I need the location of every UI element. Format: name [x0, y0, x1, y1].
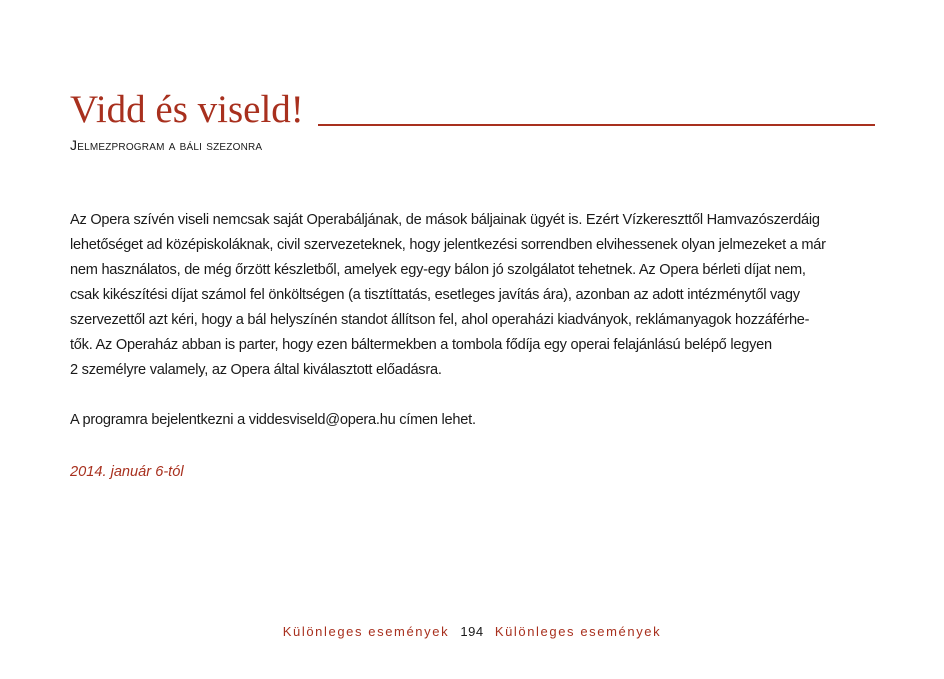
title-row	[70, 88, 875, 132]
page-title: Vidd és viseld!	[70, 88, 304, 131]
event-date: 2014. január 6-tól	[70, 464, 184, 480]
paragraph-description	[70, 208, 876, 383]
text-line: szervezettől azt kéri, hogy a bál helyszínén standot állítson fel, ahol operaházi kiadványok, reklámanyagok hozzáférhe-	[70, 312, 810, 328]
article-body	[70, 208, 876, 433]
footer-section-right: Különleges események	[494, 624, 662, 639]
footer-section-left: Különleges események	[282, 624, 450, 639]
text-line: Az Opera szívén viseli nemcsak saját Operabáljának, de mások báljainak ügyét is. Ezért Vízkereszttől Hamvazószerdáig	[70, 212, 820, 228]
page-number: 194	[460, 624, 484, 639]
page-subtitle: Jelmezprogram a báli szezonra	[70, 137, 263, 153]
text-line: lehetőséget ad középiskoláknak, civil szervezeteknek, hogy jelentkezési sorrendben elvihessenek olyan jelmezeket a már	[70, 237, 826, 253]
page-footer	[0, 624, 944, 639]
text-line: 2 személyre valamely, az Opera által kiválasztott előadásra.	[70, 362, 442, 378]
paragraph-gap	[70, 383, 876, 408]
paragraph-registration: A programra bejelentkezni a viddesviseld@opera.hu címen lehet.	[70, 412, 476, 428]
text-line: tők. Az Operaház abban is parter, hogy ezen báltermekben a tombola fődíja egy operai felajánlású belépő legyen	[70, 337, 772, 353]
text-line: nem használatos, de még őrzött készletből, amelyek egy-egy bálon jó szolgálatot tehetnek. Az Opera bérleti díjat nem,	[70, 262, 806, 278]
text-line: csak kikészítési díjat számol fel önköltségen (a tisztíttatás, esetleges javítás ára), azonban az adott intézménytől vagy	[70, 287, 800, 303]
title-rule	[318, 124, 875, 126]
